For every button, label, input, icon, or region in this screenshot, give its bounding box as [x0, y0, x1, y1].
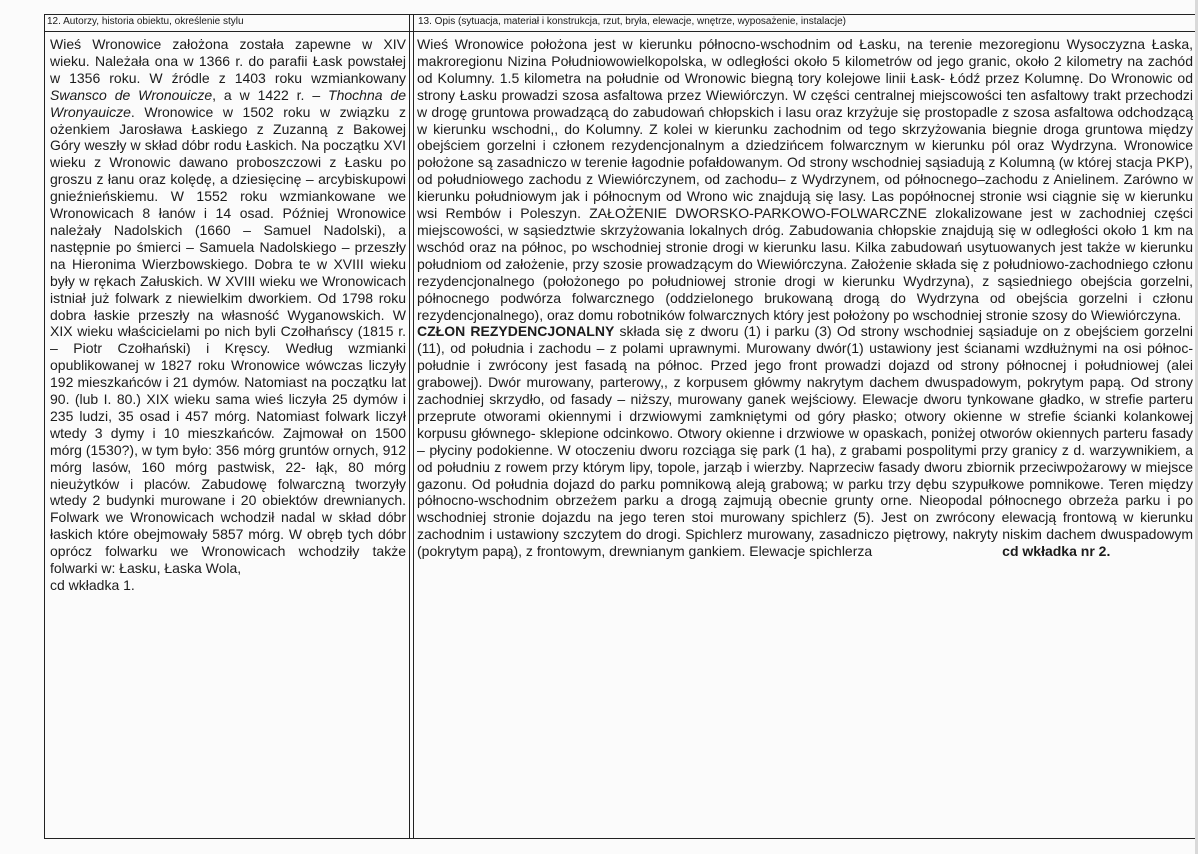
historical-name-2: Thochna de Wronyauicze: [50, 86, 406, 120]
left-column-header: 12. Autorzy, historia obiektu, określenie stylu: [47, 16, 244, 27]
left-continuation-note: cd wkładka 1.: [50, 577, 135, 593]
header-divider: [44, 31, 1198, 32]
right-column-header: 13. Opis (sytuacja, materiał i konstrukcja, rzut, bryła, elewacje, wnętrze, wyposażenie, instalacje): [418, 16, 846, 27]
left-border: [44, 14, 45, 838]
right-continuation-note: cd wkładka nr 2.: [1002, 543, 1111, 560]
description-paragraph-2: składa się z dworu (1) i parku (3) Od strony wschodniej sąsiaduje on z obejściem gorzelni (11), od południa i zachodu – z polami uprawnymi. Murowany dwór(1) ustawiony jest ścianami wzdłużnymi na osi północ-południe i zwrócony jest fasadą na północ. Przed jego front prowadzi dojazd od strony północnej i południowej (alei grabowej). Dwór murowany, parterowy,, z korpusem główmy nakrytym dachem dwuspadowym, pokrytym papą. Od strony zachodniej skrzydło, od fasady – niższy, murowany ganek wejściowy. Elewacje dworu tynkowane gładko, w strefie parteru przeprute otworami okiennymi i drzwiowymi zamkniętymi od góry płasko; otwory okienne w strefie ścianki kolankowej korpusu głównego- sklepione odcinkowo. Otwory okienne i drzwiowe w opaskach, poniżej otworów okiennych parteru fasady – płyciny podokienne. W otoczeniu dworu rozciąga się park (1 ha), z grabami pospolitymi przy granicy z d. warzywnikiem, a od południu z rowem przy którym lipy, topole, jarząb i wierzby. Naprzeciw fasady dworu zbiornik przeciwpożarowy w miejsce gazonu. Od południa dojazd do parku pomnikową aleją grabową; w parku trzy dębu szypułkowe pomnikowe. Teren między północno-wschodnim obrzeżem parku a drogą zajmują obecnie grunty orne. Nieopodal północnego obrzeża parku i po wschodniej stronie dojazdu na jego teren stoi murowany spichlerz (5). Jest on zwrócony elewacją frontową w kierunku zachodnim i ustawiony szczytem do drogi. Spichlerz murowany, zasadniczo piętrowy, nakryty niskim dachem dwuspadowym (pokrytym papą), z frontowym, drewnianym gankiem. Elewacje spichlerza: [417, 323, 1193, 560]
description-paragraph-1: Wieś Wronowice położona jest w kierunku północno-wschodnim od Łasku, na terenie mezoregionu Wysoczyzna Łaska, makroregionu Nizina Południowowielkopolska, w odległości około 5 kilometrów od jego granic, około 2 kilometry na zachód od Kolumny. 1.5 kilometra na południe od Wronowic biegną tory kolejowe linii Łask- Łódź przez Kolumnę. Do Wronowic od strony Łasku prowadzi szosa asfaltowa przez Wiewiórczyn. W części centralnej miejscowości ten asfaltowy trakt przechodzi w drogę gruntowa prowadzącą do zabudowań chłopskich i lasu oraz krzyżuje się prostopadle z szosa asfaltowa odchodzącą w kierunku wschodni,, do Kolumny. Z kolei w kierunku zachodnim od tego skrzyżowania biegnie droga gruntowa między obejściem gorzelni i członem rezydencjonalnym a dziedzińcem folwarcznym w kierunku pól oraz Wydrzyna. Wronowice położone są zasadniczo w terenie łagodnie pofałdowanym. Od strony wschodniej sąsiadują z Kolumną (w której stacja PKP), od południowego zachodu z Wiewiórczynem, od zachodu– z Wydrzynem, od północnego–zachodu z Anielinem. Zarówno w kierunku południowym jak i północnym od Wrono wic znajdują się lasy. Las popółnocnej stronie wsi ciągnie się w kierunku wsi Rembów i Poleszyn. ZAŁOŻENIE DWORSKO-PARKOWO-FOLWARCZNE zlokalizowane jest w zachodniej części miejscowości, w sąsiedztwie skrzyżowania lokalnych dróg. Zabudowania chłopskie znajdują się w odległości około 1 km na wschód oraz na północ, po wschodniej stronie drogi w kierunku lasu. Kilka zabudowań usytuowanych jest także w kierunku południom od założenie, przy szosie prowadzącym do Wiewiórczyna. Założenie składa się z południowo-zachodniego członu rezydencjonalnego (położonego po południowej stronie drogi w kierunku Wydrzyna), z sąsiedniego obejścia gorzelni, północnego podwórza folwarcznego (oddzielonego brukowaną drogą do Wydrzyna od obejścia gorzelni i członu rezydencjonalnego), oraz domu robotników folwarcznych który jest położony po wschodniej stronie szosy do Wiewiórczyna.: [417, 36, 1193, 323]
left-column-text: [50, 36, 406, 594]
historical-name-1: Swansco de Wronouicze: [50, 86, 213, 103]
column-divider-inner: [413, 14, 414, 838]
history-text-3: . Wronowice w 1502 roku w związku z ożenkiem Jarosława Łaskiego z Zuzanną z Bakowej Góry weszły w skład dóbr rodu Łaskich. Na początku XVI wieku z Wronowic dawano proboszczowi z Łasku po groszu z łanu oraz kolędę, a dziesięcinę – arcybiskupowi gnieźnieńskiemu. W 1552 roku wzmiankowane we Wronowicach 8 łanów i 14 osad. Później Wronowice należały Nadolskich (1660 – Samuel Nadolski), a następnie po śmierci – Samuela Nadolskiego – przeszły na Hieronima Wierzbowskiego. Dobra te w XVIII wieku były w rękach Załuskich. W XVIII wieku we Wronowicach istniał już folwark z niewielkim dworkiem. Od 1798 roku dobra łaskie przeszły na własność Wyganowskich. W XIX wieku właścicielami po nich byli Czołhańscy (1815 r. – Piotr Czołhański) i Kręscy. Według wzmianki opublikowanej w 1827 roku Wronowice wówczas liczyły 192 mieszkańców i 21 dymów. Natomiast na początku lat 90. (lub I. 80.) XIX wieku sama wieś liczyła 25 dymów i 235 ludzi, 35 osad i 457 mórg. Natomiast folwark liczył wtedy 3 dymy i 10 mieszkańców. Zajmował on 1500 mórg (1530?), w tym było: 356 mórg gruntów ornych, 912 mórg lasów, 160 mórg pastwisk, 22- łąk, 80 mórg nieużytków i placów. Zabudowę folwarczną tworzyły wtedy 2 budynki murowane i 20 obiektów drewnianych. Folwark we Wronowicach wchodził nadal w skład dóbr łaskich które obejmowały 5857 mórg. W obręb tych dóbr oprócz folwarku we Wronowicach wchodziły także folwarki w: Łasku, Łaska Wola,: [50, 103, 406, 577]
section-heading-residential: CZŁON REZYDENCJONALNY: [417, 323, 615, 340]
history-text-2: , a w 1422 r. –: [212, 86, 329, 103]
bottom-border: [44, 838, 1198, 839]
history-text-1: Wieś Wronowice założona została zapewne w XIV wieku. Należała ona w 1366 r. do parafii Łask powstałej w 1356 roku. W źródle z 1403 roku wzmiankowany: [50, 36, 406, 86]
column-divider: [409, 14, 410, 838]
top-border: [44, 14, 1198, 15]
right-column-text: [417, 36, 1193, 560]
